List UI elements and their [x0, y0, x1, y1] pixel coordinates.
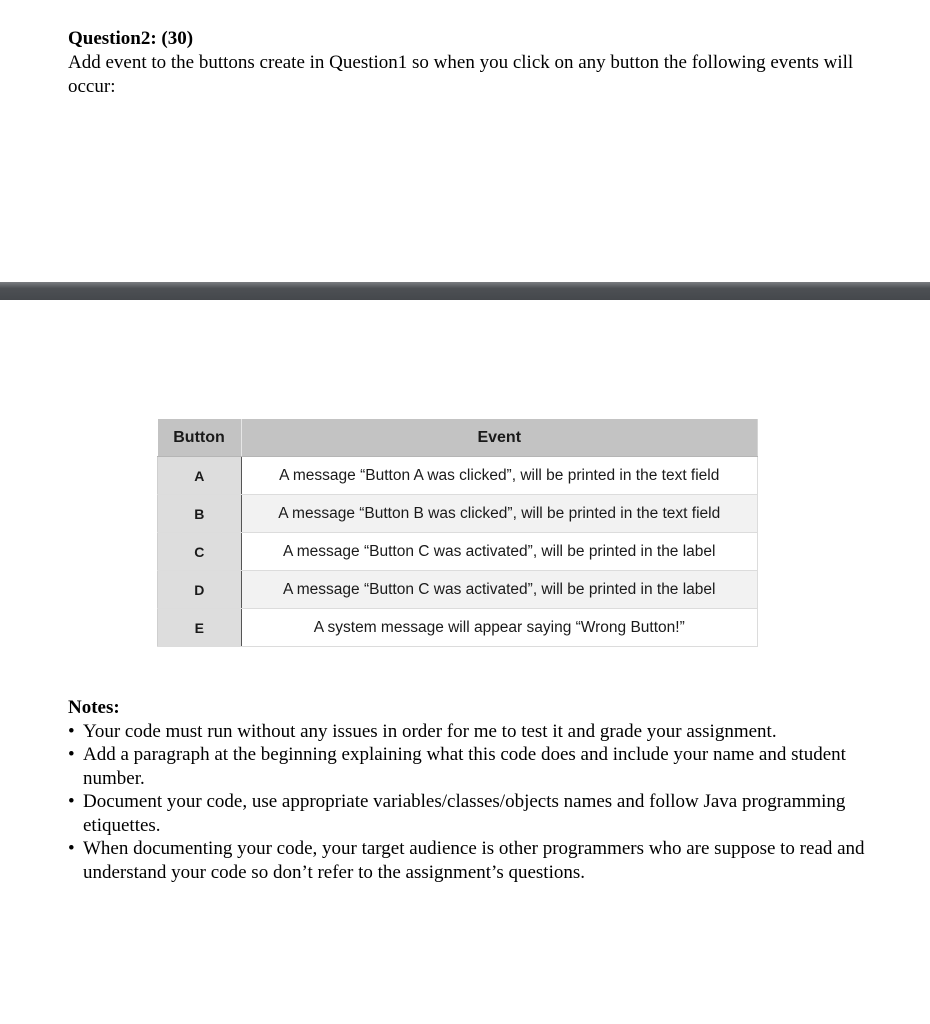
event-cell: A system message will appear saying “Wrong Button!”: [241, 609, 758, 647]
button-cell: B: [158, 495, 242, 533]
header-button: Button: [158, 419, 242, 457]
event-table: [157, 419, 758, 647]
list-item: • Your code must run without any issues in order for me to test it and grade your assignment.: [68, 720, 868, 744]
table-row: [158, 457, 758, 495]
list-item: • When documenting your code, your target audience is other programmers who are suppose to read and understand your code so don’t refer to the assignment’s questions.: [68, 837, 868, 884]
question-title: Question2: (30): [68, 28, 194, 49]
list-item: • Document your code, use appropriate variables/classes/objects names and follow Java programming etiquettes.: [68, 790, 868, 837]
table-row: [158, 571, 758, 609]
table-header-row: [158, 419, 758, 457]
notes-block: [68, 696, 868, 884]
event-cell: A message “Button C was activated”, will be printed in the label: [241, 533, 758, 571]
button-cell: C: [158, 533, 242, 571]
event-cell: A message “Button C was activated”, will be printed in the label: [241, 571, 758, 609]
header-event: Event: [241, 419, 758, 457]
section-divider: [0, 282, 930, 300]
question-text: Add event to the buttons create in Question1 so when you click on any button the following events will occur:: [68, 52, 854, 97]
question-block: [68, 27, 868, 99]
table-row: [158, 495, 758, 533]
notes-list: [68, 720, 868, 885]
event-cell: A message “Button B was clicked”, will be printed in the text field: [241, 495, 758, 533]
table-row: [158, 609, 758, 647]
button-cell: E: [158, 609, 242, 647]
button-cell: A: [158, 457, 242, 495]
event-cell: A message “Button A was clicked”, will be printed in the text field: [241, 457, 758, 495]
list-item: • Add a paragraph at the beginning explaining what this code does and include your name and student number.: [68, 743, 868, 790]
button-cell: D: [158, 571, 242, 609]
table-row: [158, 533, 758, 571]
notes-title: Notes:: [68, 697, 120, 718]
